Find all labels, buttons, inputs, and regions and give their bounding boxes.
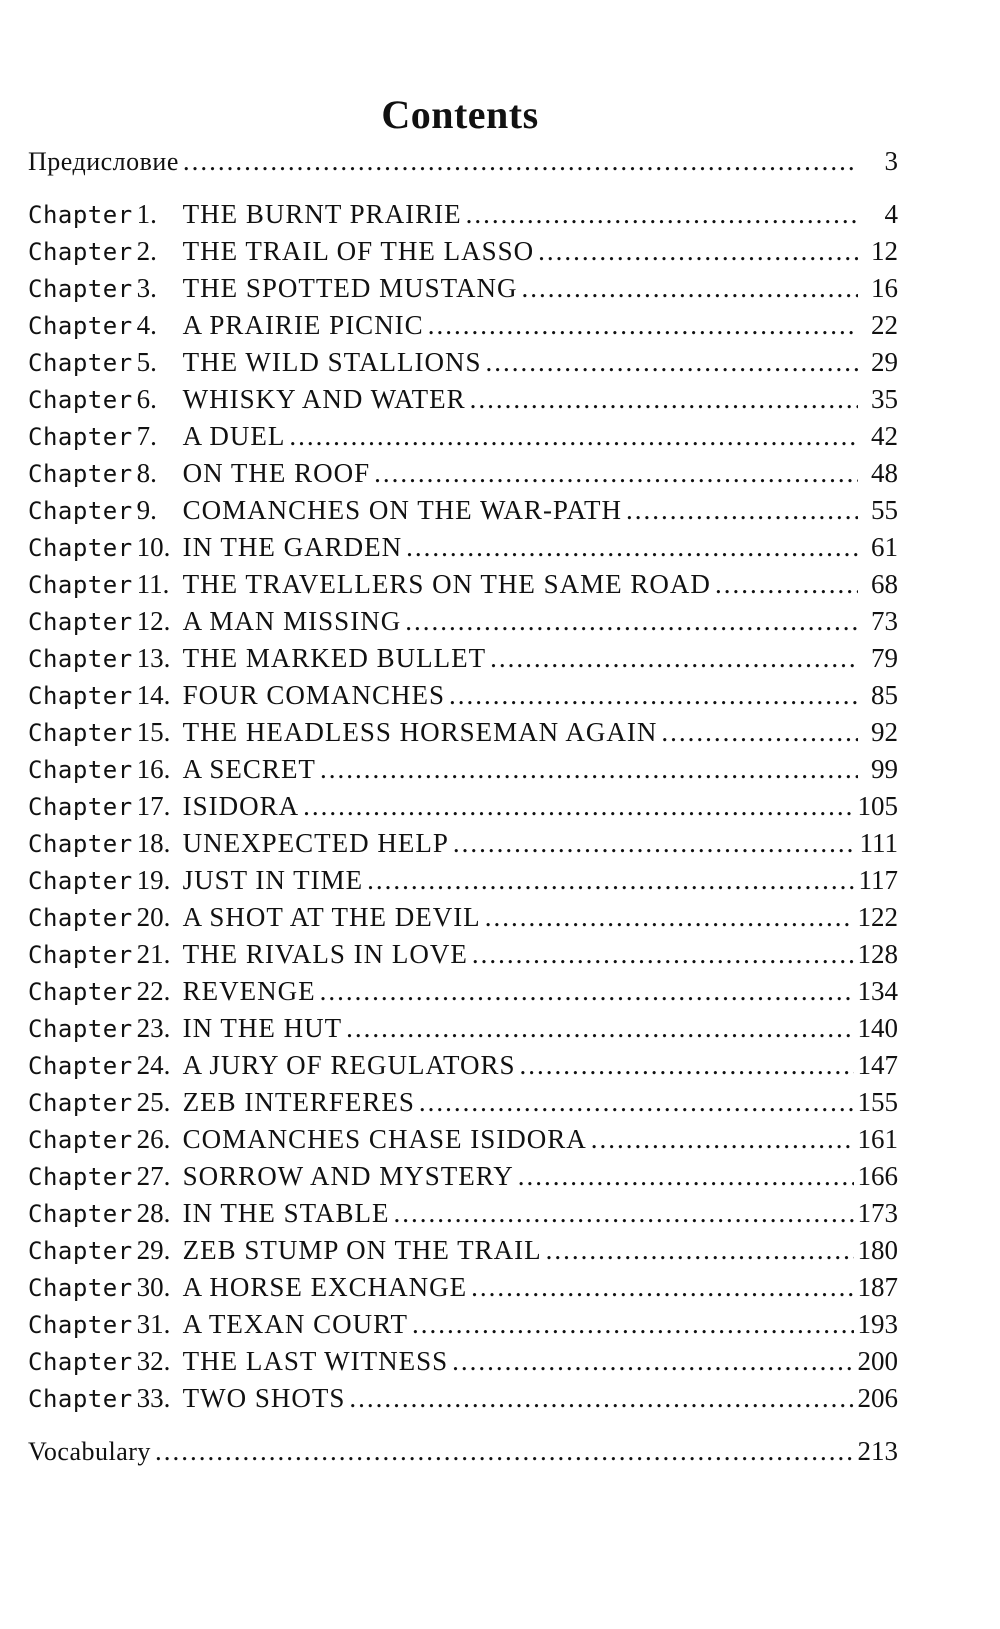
toc-entry-chapter[interactable] [28,754,898,791]
dot-leader [320,754,858,785]
chapter-title: ZEB INTERFERES [182,1087,415,1117]
chapter-page-number: 29 [871,347,898,377]
toc-entry-chapter[interactable] [28,532,898,569]
chapter-page-number: 79 [871,643,898,673]
chapter-page-number: 180 [857,1235,898,1265]
toc-entry-vocabulary[interactable] [28,1436,898,1473]
chapter-label: Chapter [28,978,133,1006]
chapter-title: A JURY OF REGULATORS [182,1050,516,1080]
chapter-label: Chapter [28,1348,133,1376]
chapter-label: Chapter [28,793,133,821]
chapter-title: FOUR COMANCHES [182,680,445,710]
chapter-page-number: 85 [871,680,898,710]
dot-leader [452,1346,853,1377]
chapter-page-number: 48 [871,458,898,488]
chapter-title: ZEB STUMP ON THE TRAIL [182,1235,542,1265]
chapter-title: COMANCHES ON THE WAR-PATH [182,495,622,525]
chapter-title: IN THE GARDEN [182,532,403,562]
chapter-number: 27. [136,1161,171,1191]
toc-entry-chapter[interactable] [28,199,898,236]
toc-entry-chapter[interactable] [28,1309,898,1346]
toc-entry-chapter[interactable] [28,1013,898,1050]
chapter-title: THE LAST WITNESS [182,1346,449,1376]
dot-leader [289,421,858,452]
chapter-number: 20. [136,902,171,932]
dot-leader [346,1013,853,1044]
chapter-title: IN THE HUT [182,1013,343,1043]
toc-entry-chapter[interactable] [28,384,898,421]
dot-leader [471,1272,853,1303]
dot-leader [367,865,854,896]
dot-leader [405,606,858,637]
chapter-label: Chapter [28,1237,133,1265]
table-of-contents [28,146,898,1473]
chapter-number: 4. [136,310,157,340]
dot-leader [419,1087,854,1118]
dot-leader [715,569,858,600]
chapter-page-number: 42 [871,421,898,451]
chapter-label: Chapter [28,1385,133,1413]
toc-entry-chapter[interactable] [28,1124,898,1161]
toc-entry-chapter[interactable] [28,865,898,902]
chapter-label: Chapter [28,497,133,525]
chapter-number: 11. [136,569,170,599]
chapter-number: 23. [136,1013,171,1043]
chapter-number: 8. [136,458,157,488]
dot-leader [428,310,858,341]
chapter-label: Chapter [28,719,133,747]
chapter-page-number: 166 [857,1161,898,1191]
chapter-title: THE TRAVELLERS ON THE SAME ROAD [182,569,711,599]
dot-leader [320,976,854,1007]
chapter-number: 25. [136,1087,171,1117]
chapter-page-number: 134 [857,976,898,1006]
chapter-label: Chapter [28,904,133,932]
chapter-number: 33. [136,1383,171,1413]
chapter-title: A SECRET [182,754,316,784]
chapter-page-number: 128 [857,939,898,969]
toc-entry-chapter[interactable] [28,1050,898,1087]
chapter-number: 32. [136,1346,171,1376]
dot-leader [449,680,858,711]
dot-leader [349,1383,853,1414]
toc-entry-chapter[interactable] [28,828,898,865]
chapter-number: 19. [136,865,171,895]
chapter-page-number: 173 [857,1198,898,1228]
chapter-number: 13. [136,643,171,673]
preface-page-number: 3 [884,146,898,176]
chapter-title: A SHOT AT THE DEVIL [182,902,481,932]
chapter-title: IN THE STABLE [182,1198,390,1228]
chapter-page-number: 117 [858,865,898,895]
chapter-page-number: 16 [871,273,898,303]
chapter-label: Chapter [28,1015,133,1043]
dot-leader [522,273,859,304]
chapter-label: Chapter [28,423,133,451]
chapter-label: Chapter [28,830,133,858]
chapter-title: A DUEL [182,421,286,451]
chapter-label: Chapter [28,1052,133,1080]
chapter-title: SORROW AND MYSTERY [182,1161,514,1191]
dot-leader [155,1436,854,1467]
dot-leader [538,236,858,267]
chapter-number: 10. [136,532,171,562]
dot-leader [485,902,854,933]
chapter-title: THE RIVALS IN LOVE [182,939,468,969]
dot-leader [626,495,858,526]
dot-leader [374,458,858,489]
toc-entry-chapter[interactable] [28,310,898,347]
chapter-title: JUST IN TIME [182,865,364,895]
chapter-number: 21. [136,939,171,969]
chapter-label: Chapter [28,608,133,636]
toc-entry-chapter[interactable] [28,1087,898,1124]
chapter-page-number: 111 [859,828,898,858]
chapter-label: Chapter [28,756,133,784]
chapter-title: COMANCHES CHASE ISIDORA [182,1124,587,1154]
dot-leader [518,1161,854,1192]
toc-entry-chapter[interactable] [28,939,898,976]
chapter-label: Chapter [28,1089,133,1117]
chapter-title: THE MARKED BULLET [182,643,487,673]
dot-leader [661,717,858,748]
chapter-label: Chapter [28,312,133,340]
chapter-title: ON THE ROOF [182,458,371,488]
chapter-title: REVENGE [182,976,316,1006]
chapter-page-number: 122 [857,902,898,932]
toc-entry-chapter[interactable] [28,717,898,754]
chapter-page-number: 68 [871,569,898,599]
chapter-number: 29. [136,1235,171,1265]
dot-leader [472,939,854,970]
chapter-label: Chapter [28,275,133,303]
chapter-title: THE BURNT PRAIRIE [182,199,462,229]
toc-entry-chapter[interactable] [28,976,898,1013]
chapter-label: Chapter [28,1311,133,1339]
chapter-number: 3. [136,273,157,303]
dot-leader [466,199,858,230]
toc-entry-chapter[interactable] [28,1161,898,1198]
chapter-title: WHISKY AND WATER [182,384,466,414]
chapter-number: 1. [136,199,157,229]
chapter-page-number: 105 [857,791,898,821]
chapter-label: Chapter [28,645,133,673]
preface-label: Предисловие [28,147,179,176]
dot-leader [393,1198,853,1229]
chapter-label: Chapter [28,349,133,377]
chapter-label: Chapter [28,1126,133,1154]
chapter-title: A MAN MISSING [182,606,402,636]
chapter-page-number: 35 [871,384,898,414]
chapter-label: Chapter [28,1163,133,1191]
chapter-title: A TEXAN COURT [182,1309,409,1339]
chapter-title: THE HEADLESS HORSEMAN AGAIN [182,717,658,747]
dot-leader [453,828,856,859]
page-title: Contents [381,91,539,137]
chapter-list [28,199,898,1420]
chapter-number: 22. [136,976,171,1006]
toc-entry-chapter[interactable] [28,236,898,273]
chapter-number: 17. [136,791,171,821]
chapter-label: Chapter [28,386,133,414]
chapter-number: 18. [136,828,171,858]
chapter-page-number: 206 [857,1383,898,1413]
chapter-title: THE TRAIL OF THE LASSO [182,236,535,266]
toc-entry-chapter[interactable] [28,902,898,939]
chapter-number: 5. [136,347,157,377]
chapter-page-number: 200 [857,1346,898,1376]
chapter-number: 31. [136,1309,171,1339]
chapter-page-number: 161 [857,1124,898,1154]
toc-entry-chapter[interactable] [28,458,898,495]
chapter-number: 24. [136,1050,171,1080]
chapter-number: 26. [136,1124,171,1154]
chapter-page-number: 4 [884,199,898,229]
chapter-page-number: 155 [857,1087,898,1117]
chapter-number: 15. [136,717,171,747]
chapter-label: Chapter [28,534,133,562]
chapter-page-number: 12 [871,236,898,266]
chapter-page-number: 99 [871,754,898,784]
chapter-label: Chapter [28,201,133,229]
chapter-title: ISIDORA [182,791,300,821]
toc-entry-chapter[interactable] [28,421,898,458]
toc-entry-chapter[interactable] [28,1235,898,1272]
toc-entry-chapter[interactable] [28,1198,898,1235]
chapter-page-number: 140 [857,1013,898,1043]
toc-entry-chapter[interactable] [28,1383,898,1420]
chapter-label: Chapter [28,1200,133,1228]
dot-leader [303,791,853,822]
chapter-page-number: 193 [857,1309,898,1339]
toc-entry-chapter[interactable] [28,273,898,310]
toc-entry-chapter[interactable] [28,1272,898,1309]
chapter-title: A HORSE EXCHANGE [182,1272,468,1302]
dot-leader [406,532,858,563]
chapter-label: Chapter [28,867,133,895]
vocabulary-page-number: 213 [857,1436,898,1466]
chapter-page-number: 61 [871,532,898,562]
chapter-number: 12. [136,606,171,636]
chapter-page-number: 55 [871,495,898,525]
toc-entry-chapter[interactable] [28,347,898,384]
chapter-title: TWO SHOTS [182,1383,346,1413]
dot-leader [519,1050,853,1081]
chapter-number: 14. [136,680,171,710]
dot-leader [183,146,858,177]
chapter-title: THE WILD STALLIONS [182,347,482,377]
dot-leader [591,1124,854,1155]
chapter-label: Chapter [28,941,133,969]
chapter-number: 9. [136,495,157,525]
toc-entry-chapter[interactable] [28,569,898,606]
chapter-title: UNEXPECTED HELP [182,828,449,858]
toc-entry-chapter[interactable] [28,643,898,680]
chapter-number: 7. [136,421,157,451]
chapter-number: 28. [136,1198,171,1228]
chapter-page-number: 147 [857,1050,898,1080]
chapter-number: 16. [136,754,171,784]
dot-leader [485,347,858,378]
toc-entry-chapter[interactable] [28,495,898,532]
chapter-title: THE SPOTTED MUSTANG [182,273,518,303]
dot-leader [546,1235,854,1266]
chapter-number: 2. [136,236,157,266]
dot-leader [412,1309,853,1340]
chapter-page-number: 73 [871,606,898,636]
chapter-page-number: 22 [871,310,898,340]
chapter-label: Chapter [28,682,133,710]
chapter-page-number: 92 [871,717,898,747]
vocabulary-label: Vocabulary [28,1437,151,1466]
chapter-number: 6. [136,384,157,414]
chapter-title: A PRAIRIE PICNIC [182,310,424,340]
chapter-label: Chapter [28,571,133,599]
chapter-label: Chapter [28,460,133,488]
toc-entry-chapter[interactable] [28,791,898,828]
chapter-number: 30. [136,1272,171,1302]
dot-leader [470,384,858,415]
chapter-label: Chapter [28,238,133,266]
dot-leader [490,643,858,674]
chapter-page-number: 187 [857,1272,898,1302]
chapter-label: Chapter [28,1274,133,1302]
toc-entry-preface[interactable] [28,146,898,183]
toc-entry-chapter[interactable] [28,606,898,643]
toc-entry-chapter[interactable] [28,680,898,717]
toc-entry-chapter[interactable] [28,1346,898,1383]
